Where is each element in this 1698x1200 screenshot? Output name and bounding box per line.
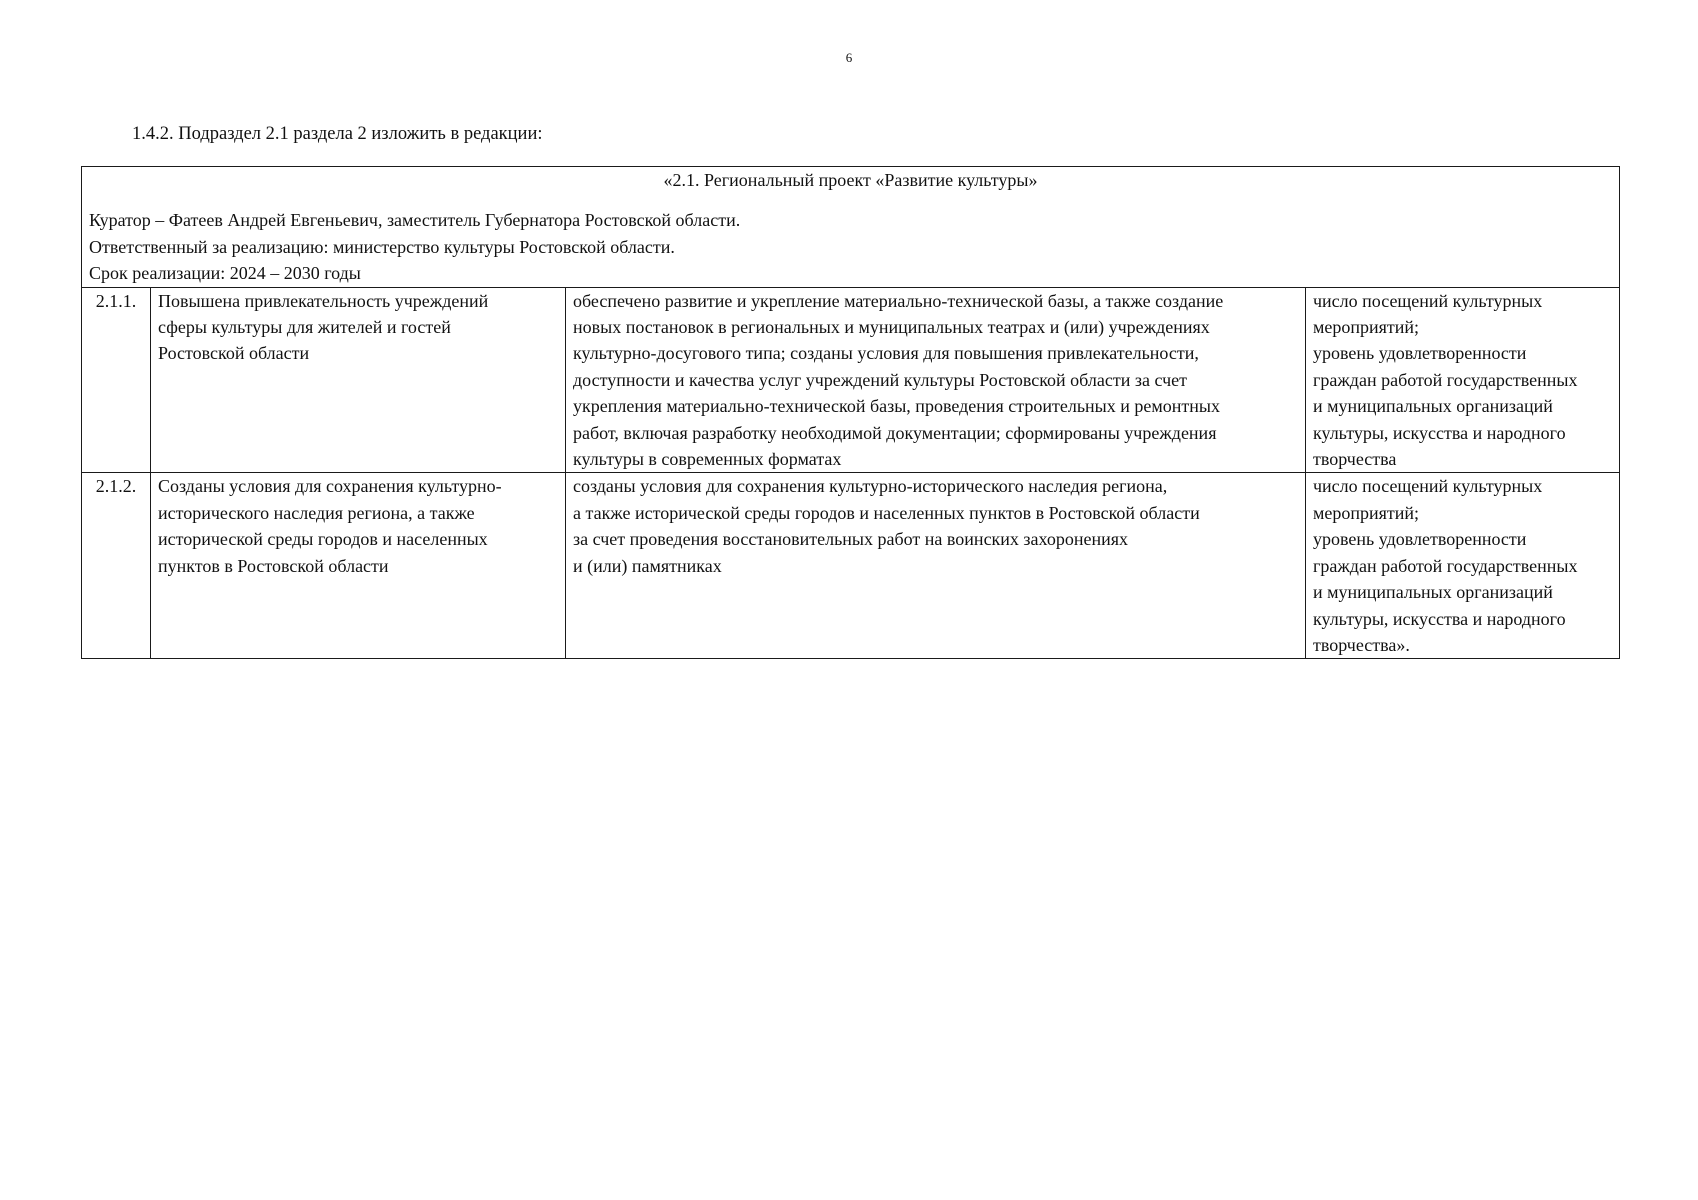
effect-line: культуры в современных форматах: [573, 449, 842, 470]
indicators-cell: [1306, 287, 1620, 473]
effect-line: работ, включая разработку необходимой документации; сформированы учреждения: [573, 422, 1217, 443]
task-line: исторической среды городов и населенных: [158, 529, 488, 550]
indicator-line: число посещений культурных: [1313, 290, 1543, 311]
task-line: пунктов в Ростовской области: [158, 555, 389, 576]
project-period: Срок реализации: 2024 – 2030 годы: [89, 263, 361, 284]
task-line: Ростовской области: [158, 343, 310, 364]
amendment-intro: 1.4.2. Подраздел 2.1 раздела 2 изложить в редакции:: [132, 124, 543, 144]
task-cell: [151, 287, 566, 473]
effect-cell: [566, 473, 1306, 659]
effect-line: и (или) памятниках: [573, 555, 722, 576]
row-number: 2.1.1.: [82, 287, 151, 473]
effect-line: новых постановок в региональных и муниципальных театрах и (или) учреждениях: [573, 317, 1210, 338]
project-header-row: [82, 167, 1620, 288]
effect-line: укрепления материально-технической базы, проведения строительных и ремонтных: [573, 396, 1220, 417]
table-row: [82, 287, 1620, 473]
row-number: 2.1.2.: [82, 473, 151, 659]
indicator-line: граждан работой государственных: [1313, 369, 1578, 390]
task-line: Созданы условия для сохранения культурно-: [158, 476, 502, 497]
indicator-line: граждан работой государственных: [1313, 555, 1578, 576]
effect-line: а также исторической среды городов и населенных пунктов в Ростовской области: [573, 502, 1200, 523]
indicator-line: культуры, искусства и народного: [1313, 422, 1566, 443]
effect-line: за счет проведения восстановительных работ на воинских захоронениях: [573, 529, 1129, 550]
indicator-line: уровень удовлетворенности: [1313, 343, 1527, 364]
indicator-line: творчества: [1313, 449, 1397, 470]
indicator-line: число посещений культурных: [1313, 476, 1543, 497]
project-header-cell: [82, 167, 1620, 288]
indicator-line: мероприятий;: [1313, 502, 1420, 523]
table-row: [82, 473, 1620, 659]
effect-line: обеспечено развитие и укрепление материально-технической базы, а также создание: [573, 290, 1224, 311]
project-responsible: Ответственный за реализацию: министерство культуры Ростовской области.: [89, 236, 675, 257]
task-cell: [151, 473, 566, 659]
page-number: 6: [845, 50, 853, 65]
task-line: исторического наследия региона, а также: [158, 502, 475, 523]
task-line: Повышена привлекательность учреждений: [158, 290, 489, 311]
indicator-line: мероприятий;: [1313, 317, 1420, 338]
effect-line: созданы условия для сохранения культурно-исторического наследия региона,: [573, 476, 1168, 497]
project-table: [81, 166, 1620, 659]
indicator-line: и муниципальных организаций: [1313, 582, 1553, 603]
indicator-line: уровень удовлетворенности: [1313, 529, 1527, 550]
effect-line: доступности и качества услуг учреждений культуры Ростовской области за счет: [573, 369, 1187, 390]
indicator-line: творчества».: [1313, 634, 1410, 655]
indicator-line: культуры, искусства и народного: [1313, 608, 1566, 629]
indicator-line: и муниципальных организаций: [1313, 396, 1553, 417]
effect-line: культурно-досугового типа; созданы условия для повышения привлекательности,: [573, 343, 1199, 364]
task-line: сферы культуры для жителей и гостей: [158, 317, 451, 338]
indicators-cell: [1306, 473, 1620, 659]
project-title: «2.1. Региональный проект «Развитие культуры»: [663, 170, 1038, 190]
effect-cell: [566, 287, 1306, 473]
project-curator: Куратор – Фатеев Андрей Евгеньевич, заместитель Губернатора Ростовской области.: [89, 210, 741, 231]
